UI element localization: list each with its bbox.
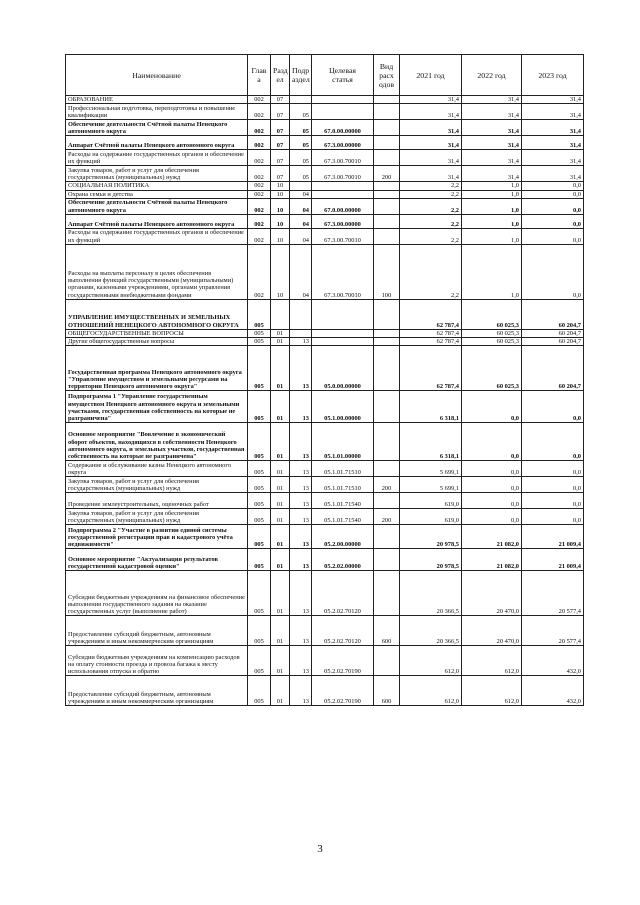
cell-vr: 200	[374, 509, 400, 525]
cell-razd: 01	[271, 391, 290, 423]
cell-name: Закупка товаров, работ и услуг для обеспечения государственных (муниципальных) нужд	[66, 509, 248, 525]
cell-glava: 005	[248, 477, 271, 493]
cell-y2023: 20 577,4	[522, 571, 584, 616]
cell-y2023: 0,0	[522, 391, 584, 423]
cell-y2022: 0,0	[462, 461, 522, 477]
cell-podr: 04	[290, 228, 312, 244]
cell-vr	[374, 549, 400, 571]
cell-name: Предоставление субсидий бюджетным, автономным учреждениям и иным некоммерческим организациям	[66, 616, 248, 646]
cell-vr	[374, 136, 400, 150]
cell-y2021: 2,2	[400, 182, 462, 190]
cell-cs	[312, 329, 374, 337]
table-row	[66, 571, 584, 616]
cell-cs: 05.1.01.71510	[312, 461, 374, 477]
table-row	[66, 346, 584, 391]
cell-cs: 67.3.00.70010	[312, 244, 374, 299]
cell-razd: 10	[271, 198, 290, 214]
cell-podr: 04	[290, 244, 312, 299]
cell-y2021: 20 978,5	[400, 525, 462, 549]
cell-y2023: 0,0	[522, 228, 584, 244]
cell-glava: 002	[248, 190, 271, 198]
cell-y2022: 1,0	[462, 198, 522, 214]
cell-y2022: 612,0	[462, 676, 522, 706]
cell-cs: 05.1.00.00000	[312, 391, 374, 423]
table-row	[66, 391, 584, 423]
cell-vr	[374, 299, 400, 329]
cell-cs: 67.3.00.70010	[312, 166, 374, 182]
table-body	[66, 96, 584, 706]
cell-vr: 200	[374, 166, 400, 182]
cell-vr	[374, 461, 400, 477]
table-row	[66, 477, 584, 493]
cell-y2021: 62 787,4	[400, 346, 462, 391]
cell-glava: 005	[248, 646, 271, 676]
cell-vr	[374, 391, 400, 423]
table-row	[66, 493, 584, 509]
cell-glava: 005	[248, 346, 271, 391]
cell-name: Расходы на содержание государственных органов и обеспечение их функций	[66, 150, 248, 166]
table-row	[66, 299, 584, 329]
cell-cs: 05.2.02.70190	[312, 676, 374, 706]
cell-razd: 01	[271, 676, 290, 706]
cell-y2021: 6 318,1	[400, 423, 462, 461]
cell-vr	[374, 214, 400, 228]
cell-name: Предоставление субсидий бюджетным, автономным учреждениям и иным некоммерческим организациям	[66, 676, 248, 706]
cell-y2021: 619,0	[400, 493, 462, 509]
cell-vr	[374, 423, 400, 461]
cell-glava: 002	[248, 104, 271, 120]
cell-cs: 05.1.01.71510	[312, 477, 374, 493]
cell-razd	[271, 299, 290, 329]
table-row	[66, 198, 584, 214]
table-row	[66, 190, 584, 198]
cell-y2022: 31,4	[462, 96, 522, 104]
cell-name: Аппарат Счётной палаты Ненецкого автономного округа	[66, 136, 248, 150]
cell-y2021: 612,0	[400, 646, 462, 676]
cell-razd: 01	[271, 346, 290, 391]
cell-razd: 10	[271, 244, 290, 299]
header-2021: 2021 год	[400, 55, 462, 96]
cell-y2022: 1,0	[462, 214, 522, 228]
cell-y2021: 31,4	[400, 166, 462, 182]
cell-name: Субсидии бюджетным учреждениям на финансовое обеспечение выполнения государственного задания на оказание государственных услуг (выполнение работ)	[66, 571, 248, 616]
cell-cs	[312, 182, 374, 190]
cell-name: Основное мероприятие "Актуализация результатов государственной кадастровой оценки"	[66, 549, 248, 571]
cell-name: Охрана семьи и детства	[66, 190, 248, 198]
cell-y2023: 60 204,7	[522, 299, 584, 329]
cell-y2022: 31,4	[462, 120, 522, 136]
cell-name: Государственная программа Ненецкого автономного округа "Управление имуществом и земельными ресурсами на территории Ненецкого автономного округа"	[66, 346, 248, 391]
cell-y2022: 20 470,0	[462, 571, 522, 616]
cell-razd: 07	[271, 166, 290, 182]
cell-podr: 05	[290, 136, 312, 150]
cell-y2023: 0,0	[522, 423, 584, 461]
cell-y2022: 60 025,3	[462, 299, 522, 329]
cell-y2023: 31,4	[522, 166, 584, 182]
table-row	[66, 525, 584, 549]
cell-y2022: 0,0	[462, 509, 522, 525]
cell-y2022: 60 025,3	[462, 338, 522, 346]
cell-cs	[312, 338, 374, 346]
cell-y2021: 62 787,4	[400, 329, 462, 337]
cell-name: Профессиональная подготовка, переподготовка и повышение квалификации	[66, 104, 248, 120]
cell-glava: 002	[248, 182, 271, 190]
cell-cs: 05.2.02.70120	[312, 571, 374, 616]
cell-y2023: 432,0	[522, 646, 584, 676]
header-tselevaya-statya: Целевая статья	[312, 55, 374, 96]
budget-table-container	[65, 54, 583, 706]
cell-razd: 01	[271, 646, 290, 676]
cell-vr: 600	[374, 616, 400, 646]
cell-y2021: 2,2	[400, 190, 462, 198]
cell-y2021: 20 978,5	[400, 549, 462, 571]
cell-y2022: 21 082,0	[462, 525, 522, 549]
cell-y2023: 20 577,4	[522, 616, 584, 646]
cell-name: Обеспечение деятельности Счётной палаты Ненецкого автономного округа	[66, 120, 248, 136]
cell-podr: 13	[290, 477, 312, 493]
cell-y2023: 60 204,7	[522, 329, 584, 337]
cell-y2022: 31,4	[462, 166, 522, 182]
cell-y2023: 0,0	[522, 477, 584, 493]
cell-cs: 05.0.00.00000	[312, 346, 374, 391]
cell-y2022: 0,0	[462, 391, 522, 423]
table-row	[66, 646, 584, 676]
cell-razd: 07	[271, 120, 290, 136]
cell-y2021: 2,2	[400, 214, 462, 228]
cell-cs: 67.0.00.00000	[312, 198, 374, 214]
cell-y2023: 31,4	[522, 96, 584, 104]
cell-y2021: 31,4	[400, 104, 462, 120]
table-row	[66, 616, 584, 646]
cell-razd: 10	[271, 214, 290, 228]
cell-name: ОБРАЗОВАНИЕ	[66, 96, 248, 104]
cell-vr	[374, 571, 400, 616]
cell-glava: 005	[248, 461, 271, 477]
cell-y2022: 60 025,3	[462, 329, 522, 337]
cell-vr	[374, 338, 400, 346]
cell-podr: 05	[290, 120, 312, 136]
cell-name: Подпрограмма 1 "Управление государственным имуществом Ненецкого автономного округа и земельными участками, государственная собственность на которые не разграничена"	[66, 391, 248, 423]
cell-cs: 67.3.00.70010	[312, 150, 374, 166]
cell-podr: 13	[290, 525, 312, 549]
cell-y2021: 31,4	[400, 150, 462, 166]
cell-vr	[374, 228, 400, 244]
cell-razd: 01	[271, 461, 290, 477]
cell-razd: 01	[271, 329, 290, 337]
cell-glava: 002	[248, 166, 271, 182]
table-row	[66, 120, 584, 136]
cell-y2021: 2,2	[400, 198, 462, 214]
cell-y2022: 31,4	[462, 136, 522, 150]
cell-glava: 005	[248, 571, 271, 616]
table-row	[66, 338, 584, 346]
cell-podr	[290, 329, 312, 337]
cell-vr	[374, 96, 400, 104]
cell-glava: 002	[248, 244, 271, 299]
cell-razd: 07	[271, 104, 290, 120]
cell-y2023: 0,0	[522, 509, 584, 525]
cell-vr	[374, 182, 400, 190]
cell-razd: 01	[271, 616, 290, 646]
cell-podr: 05	[290, 104, 312, 120]
cell-name: Расходы на выплаты персоналу в целях обеспечения выполнения функций государственными (муниципальными) органами, казенными учреждениями, органами управления государственными внебюджетными фондами	[66, 244, 248, 299]
cell-y2021: 31,4	[400, 136, 462, 150]
header-podrazdel: Подр аздел	[290, 55, 312, 96]
table-row	[66, 96, 584, 104]
cell-cs: 05.2.02.00000	[312, 549, 374, 571]
cell-y2021: 612,0	[400, 676, 462, 706]
cell-name: СОЦИАЛЬНАЯ ПОЛИТИКА	[66, 182, 248, 190]
header-vid-raskhodov: Вид расх одов	[374, 55, 400, 96]
cell-y2023: 60 204,7	[522, 346, 584, 391]
table-row	[66, 329, 584, 337]
table-row	[66, 228, 584, 244]
cell-y2022: 31,4	[462, 104, 522, 120]
cell-cs: 05.2.00.00000	[312, 525, 374, 549]
cell-y2023: 0,0	[522, 461, 584, 477]
cell-y2022: 1,0	[462, 182, 522, 190]
cell-cs: 67.3.00.00000	[312, 214, 374, 228]
cell-podr: 04	[290, 190, 312, 198]
cell-y2023: 0,0	[522, 214, 584, 228]
table-row	[66, 509, 584, 525]
cell-cs	[312, 104, 374, 120]
cell-y2023: 31,4	[522, 120, 584, 136]
cell-glava: 005	[248, 299, 271, 329]
cell-glava: 002	[248, 120, 271, 136]
cell-razd: 07	[271, 96, 290, 104]
cell-cs: 05.1.01.71540	[312, 509, 374, 525]
cell-vr: 600	[374, 676, 400, 706]
cell-podr: 13	[290, 391, 312, 423]
cell-podr: 13	[290, 338, 312, 346]
cell-y2023: 0,0	[522, 244, 584, 299]
cell-name: Закупка товаров, работ и услуг для обеспечения государственных (муниципальных) нужд	[66, 477, 248, 493]
cell-y2021: 6 318,1	[400, 391, 462, 423]
cell-y2022: 60 025,3	[462, 346, 522, 391]
cell-podr: 13	[290, 423, 312, 461]
table-row	[66, 182, 584, 190]
cell-name: Подпрограмма 2 "Участие в развитии единой системы государственной регистрации прав и кадастрового учёта недвижимости"	[66, 525, 248, 549]
cell-vr	[374, 120, 400, 136]
cell-cs: 67.3.00.70010	[312, 228, 374, 244]
cell-vr: 100	[374, 244, 400, 299]
cell-podr: 13	[290, 346, 312, 391]
cell-name: Расходы на содержание государственных органов и обеспечение их функций	[66, 228, 248, 244]
cell-podr: 04	[290, 214, 312, 228]
cell-vr	[374, 190, 400, 198]
cell-razd: 01	[271, 549, 290, 571]
cell-name: Содержание и обслуживание казны Ненецкого автономного округа	[66, 461, 248, 477]
cell-podr: 13	[290, 676, 312, 706]
cell-razd: 01	[271, 477, 290, 493]
cell-y2021: 5 699,1	[400, 477, 462, 493]
cell-y2023: 31,4	[522, 104, 584, 120]
cell-name: Субсидии бюджетным учреждениям на компенсацию расходов на оплату стоимости проезда и провоза багажа к месту использования отпуска и обратно	[66, 646, 248, 676]
cell-vr	[374, 198, 400, 214]
cell-y2021: 619,0	[400, 509, 462, 525]
cell-podr: 13	[290, 461, 312, 477]
budget-table	[65, 54, 584, 706]
cell-y2023: 31,4	[522, 136, 584, 150]
cell-podr: 05	[290, 166, 312, 182]
cell-cs: 67.3.00.00000	[312, 136, 374, 150]
cell-name: Основное мероприятие "Вовлечение в экономический оборот объектов, находящихся в собственности Ненецкого автономного округа, и земельных участков, государственная собственность на которые не разграничена"	[66, 423, 248, 461]
cell-name: Другие общегосударственные вопросы	[66, 338, 248, 346]
cell-razd: 01	[271, 525, 290, 549]
cell-podr: 13	[290, 571, 312, 616]
cell-glava: 005	[248, 525, 271, 549]
cell-y2023: 21 009,4	[522, 525, 584, 549]
cell-vr	[374, 329, 400, 337]
cell-podr: 13	[290, 616, 312, 646]
cell-y2023: 432,0	[522, 676, 584, 706]
cell-vr	[374, 525, 400, 549]
table-row	[66, 136, 584, 150]
cell-y2023: 31,4	[522, 150, 584, 166]
cell-podr	[290, 299, 312, 329]
cell-cs: 05.1.01.00000	[312, 423, 374, 461]
cell-y2023: 0,0	[522, 182, 584, 190]
header-2023: 2023 год	[522, 55, 584, 96]
table-header-row	[66, 55, 584, 96]
cell-razd: 01	[271, 338, 290, 346]
cell-podr: 04	[290, 198, 312, 214]
cell-podr: 13	[290, 493, 312, 509]
table-row	[66, 104, 584, 120]
cell-y2022: 0,0	[462, 423, 522, 461]
cell-glava: 002	[248, 136, 271, 150]
cell-podr	[290, 182, 312, 190]
cell-glava: 005	[248, 423, 271, 461]
cell-cs: 05.2.02.70190	[312, 646, 374, 676]
table-row	[66, 214, 584, 228]
cell-glava: 002	[248, 96, 271, 104]
cell-y2021: 31,4	[400, 120, 462, 136]
cell-glava: 002	[248, 198, 271, 214]
cell-razd: 01	[271, 493, 290, 509]
cell-cs: 05.2.02.70120	[312, 616, 374, 646]
cell-name: Закупка товаров, работ и услуг для обеспечения государственных (муниципальных) нужд	[66, 166, 248, 182]
cell-razd: 01	[271, 423, 290, 461]
header-name: Наименование	[66, 55, 248, 96]
cell-razd: 07	[271, 150, 290, 166]
cell-razd: 01	[271, 571, 290, 616]
cell-name: Обеспечение деятельности Счётной палаты Ненецкого автономного округа	[66, 198, 248, 214]
header-2022: 2022 год	[462, 55, 522, 96]
cell-y2023: 0,0	[522, 190, 584, 198]
cell-glava: 002	[248, 214, 271, 228]
cell-glava: 002	[248, 228, 271, 244]
table-row	[66, 423, 584, 461]
header-glava: Глав а	[248, 55, 271, 96]
table-row	[66, 461, 584, 477]
cell-name: УПРАВЛЕНИЕ ИМУЩЕСТВЕННЫХ И ЗЕМЕЛЬНЫХ ОТНОШЕНИЙ НЕНЕЦКОГО АВТОНОМНОГО ОКРУГА	[66, 299, 248, 329]
cell-cs	[312, 96, 374, 104]
cell-y2022: 612,0	[462, 646, 522, 676]
cell-y2022: 31,4	[462, 150, 522, 166]
cell-y2021: 20 366,5	[400, 571, 462, 616]
cell-name: ОБЩЕГОСУДАРСТВЕННЫЕ ВОПРОСЫ	[66, 329, 248, 337]
cell-y2021: 62 787,4	[400, 299, 462, 329]
cell-podr: 13	[290, 646, 312, 676]
cell-y2023: 0,0	[522, 493, 584, 509]
cell-glava: 005	[248, 616, 271, 646]
header-razdel: Разд ел	[271, 55, 290, 96]
table-row	[66, 166, 584, 182]
cell-y2022: 0,0	[462, 477, 522, 493]
cell-cs	[312, 299, 374, 329]
cell-glava: 005	[248, 391, 271, 423]
cell-podr	[290, 96, 312, 104]
table-row	[66, 150, 584, 166]
cell-cs: 67.0.00.00000	[312, 120, 374, 136]
cell-vr	[374, 150, 400, 166]
cell-glava: 005	[248, 676, 271, 706]
cell-name: Проведение землеустроительных, оценочных работ	[66, 493, 248, 509]
cell-y2022: 21 082,0	[462, 549, 522, 571]
cell-y2021: 5 699,1	[400, 461, 462, 477]
cell-y2022: 1,0	[462, 190, 522, 198]
page-number: 3	[317, 843, 323, 855]
cell-name: Аппарат Счётной палаты Ненецкого автономного округа	[66, 214, 248, 228]
cell-cs	[312, 190, 374, 198]
cell-y2023: 21 009,4	[522, 549, 584, 571]
cell-y2021: 20 366,5	[400, 616, 462, 646]
cell-glava: 002	[248, 150, 271, 166]
cell-glava: 005	[248, 329, 271, 337]
cell-podr: 13	[290, 509, 312, 525]
cell-podr: 13	[290, 549, 312, 571]
cell-y2021: 31,4	[400, 96, 462, 104]
cell-vr	[374, 346, 400, 391]
cell-y2023: 0,0	[522, 198, 584, 214]
cell-y2022: 0,0	[462, 493, 522, 509]
cell-y2023: 60 204,7	[522, 338, 584, 346]
cell-razd: 10	[271, 182, 290, 190]
cell-razd: 10	[271, 228, 290, 244]
table-row	[66, 244, 584, 299]
cell-glava: 005	[248, 509, 271, 525]
cell-vr	[374, 104, 400, 120]
cell-glava: 005	[248, 338, 271, 346]
cell-razd: 10	[271, 190, 290, 198]
table-row	[66, 549, 584, 571]
cell-y2022: 1,0	[462, 244, 522, 299]
cell-vr	[374, 646, 400, 676]
cell-vr	[374, 493, 400, 509]
cell-razd: 07	[271, 136, 290, 150]
cell-podr: 05	[290, 150, 312, 166]
cell-cs: 05.1.01.71540	[312, 493, 374, 509]
cell-y2021: 62 787,4	[400, 338, 462, 346]
cell-y2021: 2,2	[400, 244, 462, 299]
table-row	[66, 676, 584, 706]
cell-y2022: 20 470,0	[462, 616, 522, 646]
cell-y2021: 2,2	[400, 228, 462, 244]
cell-glava: 005	[248, 493, 271, 509]
cell-vr: 200	[374, 477, 400, 493]
cell-y2022: 1,0	[462, 228, 522, 244]
cell-glava: 005	[248, 549, 271, 571]
cell-razd: 01	[271, 509, 290, 525]
